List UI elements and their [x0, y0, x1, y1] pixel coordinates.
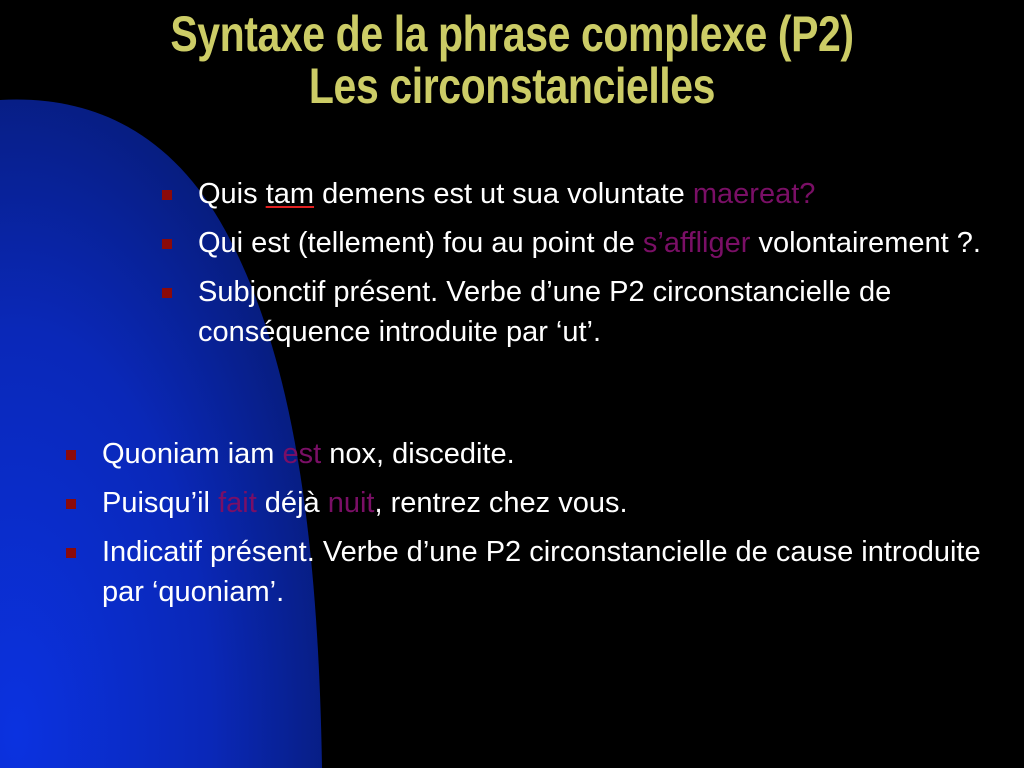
bullet-list-latin-consequence: [198, 174, 998, 361]
underlined-word: tam: [265, 178, 315, 210]
title-line-2: Les circonstancielles: [308, 58, 716, 114]
list-item: Qui est (tellement) fou au point de s’affliger volontairement ?.: [198, 223, 998, 263]
list-item: Indicatif présent. Verbe d’une P2 circonstancielle de cause introduite par ‘quoniam’.: [102, 532, 982, 612]
square-bullet-icon: [66, 450, 76, 460]
square-bullet-icon: [66, 499, 76, 509]
square-bullet-icon: [162, 190, 172, 200]
slide-title: [92, 8, 932, 112]
square-bullet-icon: [162, 288, 172, 298]
square-bullet-icon: [66, 548, 76, 558]
bullet-list-latin-cause: [102, 434, 982, 621]
square-bullet-icon: [162, 239, 172, 249]
list-item: Quis tam demens est ut sua voluntate maereat?: [198, 174, 998, 214]
highlighted-verb: s’affliger: [642, 227, 751, 259]
list-item: Puisqu’il fait déjà nuit, rentrez chez vous.: [102, 483, 982, 523]
highlighted-word: nuit: [327, 487, 375, 519]
highlighted-verb: fait: [218, 487, 257, 519]
highlighted-verb: est: [282, 438, 322, 470]
title-line-1: Syntaxe de la phrase complexe (P2): [170, 6, 854, 62]
list-item: Subjonctif présent. Verbe d’une P2 circonstancielle de conséquence introduite par ‘ut’.: [198, 272, 998, 352]
highlighted-verb: maereat?: [692, 178, 816, 210]
list-item: Quoniam iam est nox, discedite.: [102, 434, 982, 474]
